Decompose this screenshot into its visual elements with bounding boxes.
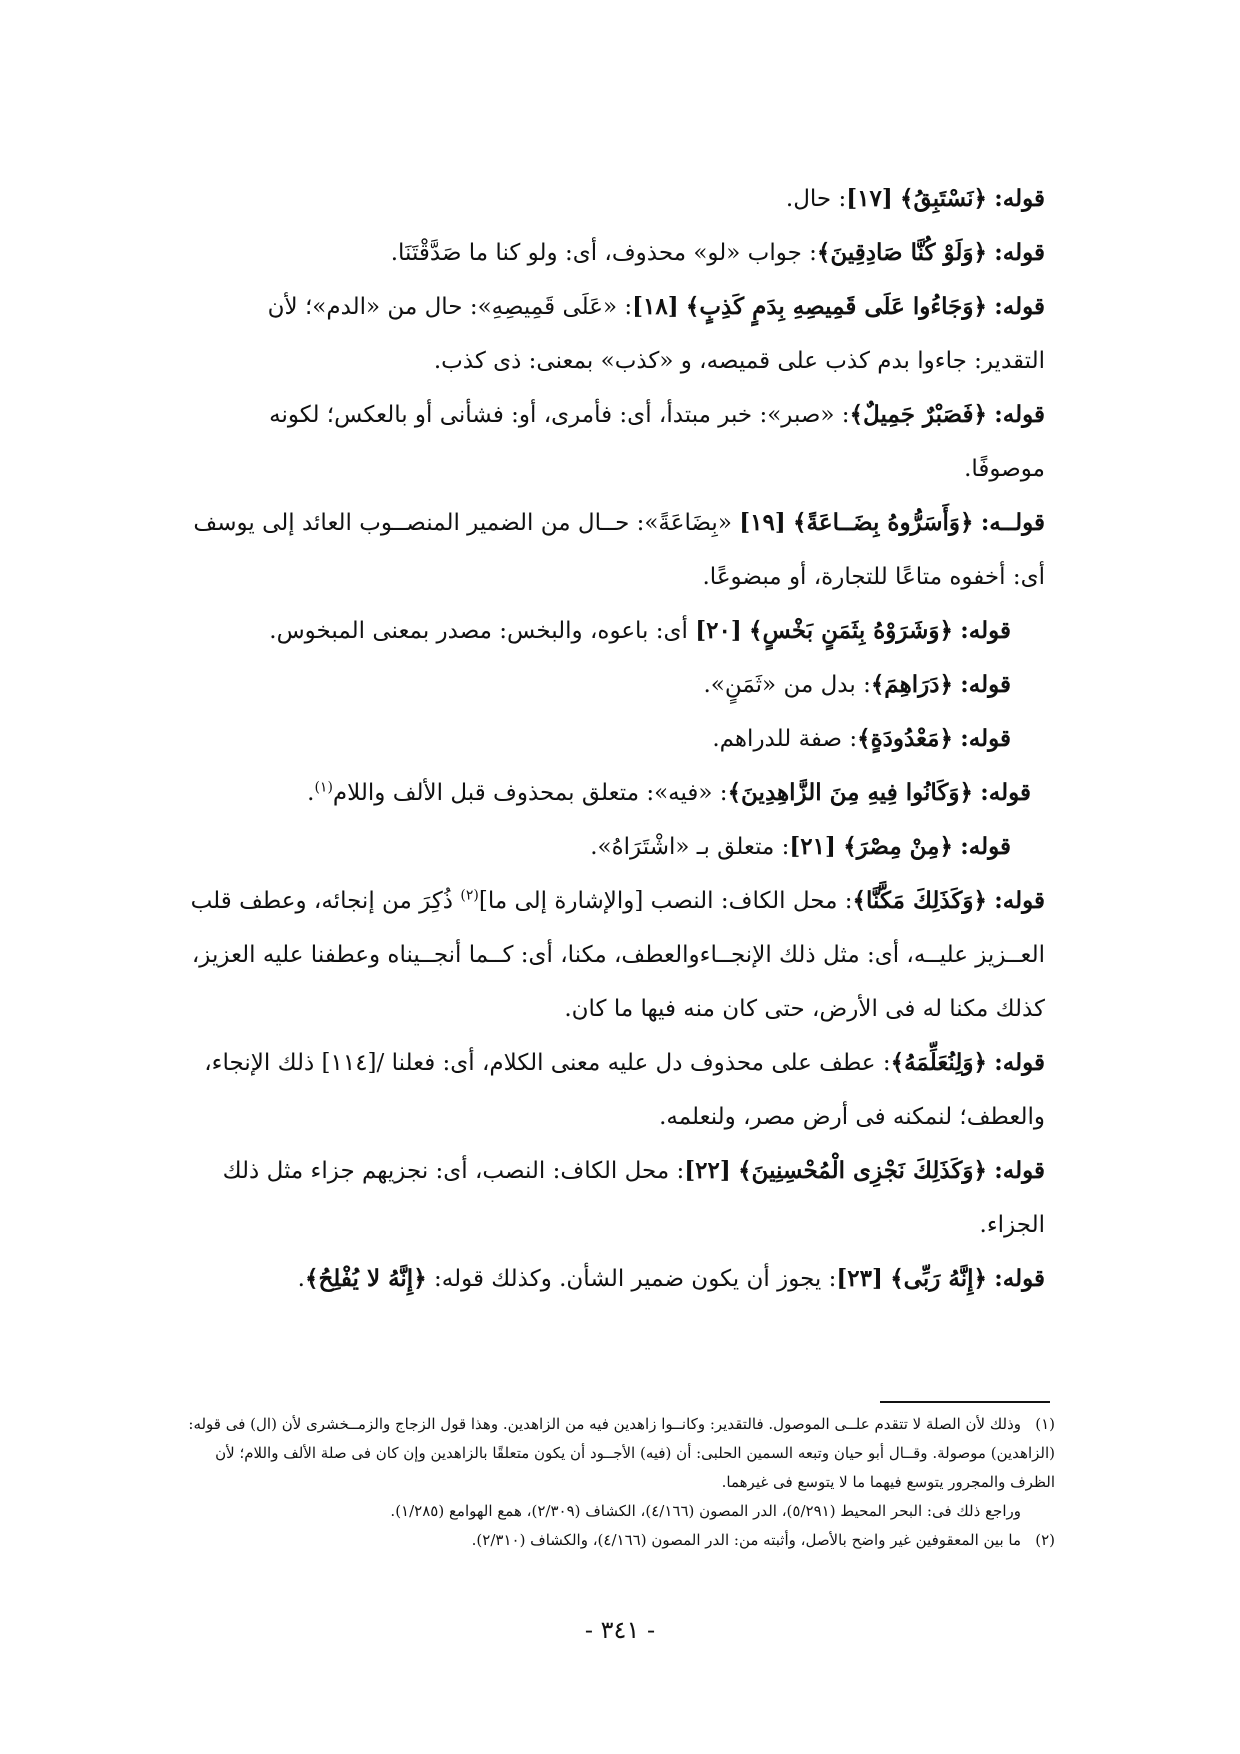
commentary-entry bbox=[190, 1144, 1045, 1252]
entry-label: قوله: bbox=[994, 293, 1045, 320]
footnote-marker: (١) bbox=[314, 779, 333, 796]
entry-text: : بدل من «ثَمَنٍ». bbox=[703, 672, 871, 698]
commentary-entry bbox=[190, 388, 1045, 496]
entry-label: قوله: bbox=[994, 239, 1045, 266]
footnote-references: وراجع ذلك فى: البحر المحيط (٥/٢٩١)، الدر المصون (٤/١٦٦)، الكشاف (٢/٣٠٩)، همع الهوامع (١/٢٨٥). bbox=[390, 1502, 1021, 1520]
verse-number: [١٩] bbox=[739, 509, 786, 536]
quran-quote: ﴿وَلَوْ كُنَّا صَادِقِينَ﴾ bbox=[816, 239, 987, 266]
quran-quote: ﴿وَلِنُعَلِّمَهُ﴾ bbox=[890, 1049, 987, 1076]
entry-text-tail: . bbox=[297, 1266, 305, 1292]
page-number: - ٣٤١ - bbox=[584, 1616, 656, 1644]
quran-quote: ﴿وَأَسَرُّوهُ بِضَــاعَةً﴾ bbox=[793, 509, 974, 536]
commentary-entry bbox=[190, 280, 1045, 388]
entry-text: : يجوز أن يكون ضمير الشأن. وكذلك قوله: bbox=[426, 1266, 837, 1292]
verse-number: [٢٢] bbox=[684, 1157, 731, 1184]
quran-quote: ﴿مَعْدُودَةٍ﴾ bbox=[857, 725, 953, 752]
entry-label: قوله: bbox=[980, 779, 1031, 806]
commentary-entry bbox=[190, 874, 1045, 1036]
verse-number: [٢١] bbox=[789, 833, 836, 860]
entry-text: : «صبر»: خبر مبتدأ، أى: فأمرى، أو: فشأنى أو بالعكس؛ لكونه موصوفًا. bbox=[269, 402, 1045, 482]
quran-quote: ﴿نَسْتَبِقُ﴾ bbox=[900, 185, 987, 212]
entry-text-tail: ذُكِرَ من إنجائه، وعطف قلب العــزيز عليــه، أى: مثل ذلك الإنجــاءوالعطف، مكنا، أى: كــما أنجــيناه وعطفنا عليه العزيز، كذلك مكنا له فى الأرض، حتى كان منه فيها ما كان. bbox=[190, 888, 1045, 1022]
commentary-entry bbox=[190, 712, 1045, 766]
quran-quote: ﴿إِنَّهُ رَبِّى﴾ bbox=[890, 1265, 987, 1292]
quran-quote: ﴿إِنَّهُ لا يُفْلِحُ﴾ bbox=[304, 1265, 427, 1292]
entry-text-tail: . bbox=[307, 780, 315, 806]
entry-label: قوله: bbox=[994, 1049, 1045, 1076]
footnote bbox=[168, 1410, 1055, 1526]
commentary-entry bbox=[190, 1036, 1045, 1144]
footnote-marker: (٢) bbox=[460, 887, 479, 904]
entry-text: : محل الكاف: النصب، أى: نجزيهم جزاء مثل ذلك الجزاء. bbox=[222, 1158, 1045, 1238]
footnote bbox=[168, 1526, 1055, 1555]
entry-label: قوله: bbox=[994, 185, 1045, 212]
entry-text: : «عَلَى قَمِيصِهِ»: حال من «الدم»؛ لأن التقدير: جاءوا بدم كذب على قميصه، و «كذب» بمعنى: ذى كذب. bbox=[267, 294, 1045, 374]
footnote-text: ما بين المعقوفين غير واضح بالأصل، وأثبته من: الدر المصون (٤/١٦٦)، والكشاف (٢/٣١٠). bbox=[471, 1531, 1021, 1549]
entry-label: قوله: bbox=[994, 1265, 1045, 1292]
quran-quote: ﴿فَصَبْرٌ جَمِيلٌ﴾ bbox=[849, 401, 987, 428]
main-text bbox=[190, 172, 1045, 1306]
commentary-entry bbox=[190, 766, 1045, 820]
footnotes bbox=[168, 1410, 1055, 1555]
entry-text: : صفة للدراهم. bbox=[712, 726, 858, 752]
verse-number: [١٨] bbox=[632, 293, 679, 320]
commentary-entry bbox=[190, 496, 1045, 604]
entry-label: قوله: bbox=[960, 833, 1011, 860]
quran-quote: ﴿مِنْ مِصْرَ﴾ bbox=[843, 833, 953, 860]
quran-quote: ﴿وَشَرَوْهُ بِثَمَنٍ بَخْسٍ﴾ bbox=[749, 617, 953, 644]
quran-quote: ﴿وَكَانُوا فِيهِ مِنَ الزَّاهِدِينَ﴾ bbox=[727, 779, 973, 806]
quran-quote: ﴿وَجَاءُوا عَلَى قَمِيصِهِ بِدَمٍ كَذِبٍ﴾ bbox=[685, 293, 987, 320]
verse-number: [٢٣] bbox=[836, 1265, 883, 1292]
entry-text: : محل الكاف: النصب [والإشارة إلى ما] bbox=[478, 888, 853, 914]
entry-label: قوله: bbox=[960, 671, 1011, 698]
commentary-entry bbox=[190, 658, 1045, 712]
entry-text: : متعلق بـ «اشْتَرَاهُ». bbox=[590, 834, 790, 860]
entry-text: «بِضَاعَةً»: حــال من الضمير المنصــوب العائد إلى يوسف أى: أخفوه متاعًا للتجارة، أو مبضوعًا. bbox=[193, 510, 1045, 590]
footnote-number: (٢) bbox=[1035, 1531, 1055, 1549]
verse-number: [١٧] bbox=[846, 185, 893, 212]
commentary-entry bbox=[190, 1252, 1045, 1306]
footnote-number: (١) bbox=[1035, 1415, 1055, 1433]
entry-label: قوله: bbox=[994, 1157, 1045, 1184]
commentary-entry bbox=[190, 604, 1045, 658]
entry-text: : «فيه»: متعلق بمحذوف قبل الألف واللام bbox=[332, 780, 728, 806]
entry-label: قوله: bbox=[994, 887, 1045, 914]
entry-label: قوله: bbox=[994, 401, 1045, 428]
footnote-separator bbox=[880, 1401, 1050, 1403]
entry-text: : عطف على محذوف دل عليه معنى الكلام، أى: فعلنا /[١١٤] ذلك الإنجاء، والعطف؛ لنمكنه فى أرض مصر، ولنعلمه. bbox=[204, 1050, 1045, 1130]
entry-text: : حال. bbox=[785, 186, 847, 212]
entry-text: : جواب «لو» محذوف، أى: ولو كنا ما صَدَّقْتَنَا. bbox=[390, 240, 817, 266]
quran-quote: ﴿وَكَذَلِكَ مَكَّنَّا﴾ bbox=[852, 887, 987, 914]
entry-label: قوله: bbox=[960, 725, 1011, 752]
entry-label: قولــه: bbox=[980, 509, 1045, 536]
quran-quote: ﴿دَرَاهِمَ﴾ bbox=[870, 671, 953, 698]
commentary-entry bbox=[190, 820, 1045, 874]
entry-label: قوله: bbox=[960, 617, 1011, 644]
commentary-entry bbox=[190, 172, 1045, 226]
verse-number: [٢٠] bbox=[695, 617, 742, 644]
quran-quote: ﴿وَكَذَلِكَ نَجْزِى الْمُحْسِنِينَ﴾ bbox=[738, 1157, 987, 1184]
commentary-entry bbox=[190, 226, 1045, 280]
footnote-text: وذلك لأن الصلة لا تتقدم علــى الموصول. فالتقدير: وكانــوا زاهدين فيه من الزاهدين. وهذا قول الزجاج والزمــخشرى لأن (ال) فى قوله: (الزاهدين) موصولة. وقــال أبو حيان وتبعه السمين الحلبى: أن (فيه) الأجــود أن يكون متعلقًا بالزاهدين وإن كان فى صلة الألف واللام؛ لأن الظرف والمجرور يتوسع فيهما ما لا يتوسع فى غيرهما. bbox=[188, 1415, 1055, 1491]
entry-text: أى: باعوه، والبخس: مصدر بمعنى المبخوس. bbox=[269, 618, 696, 644]
